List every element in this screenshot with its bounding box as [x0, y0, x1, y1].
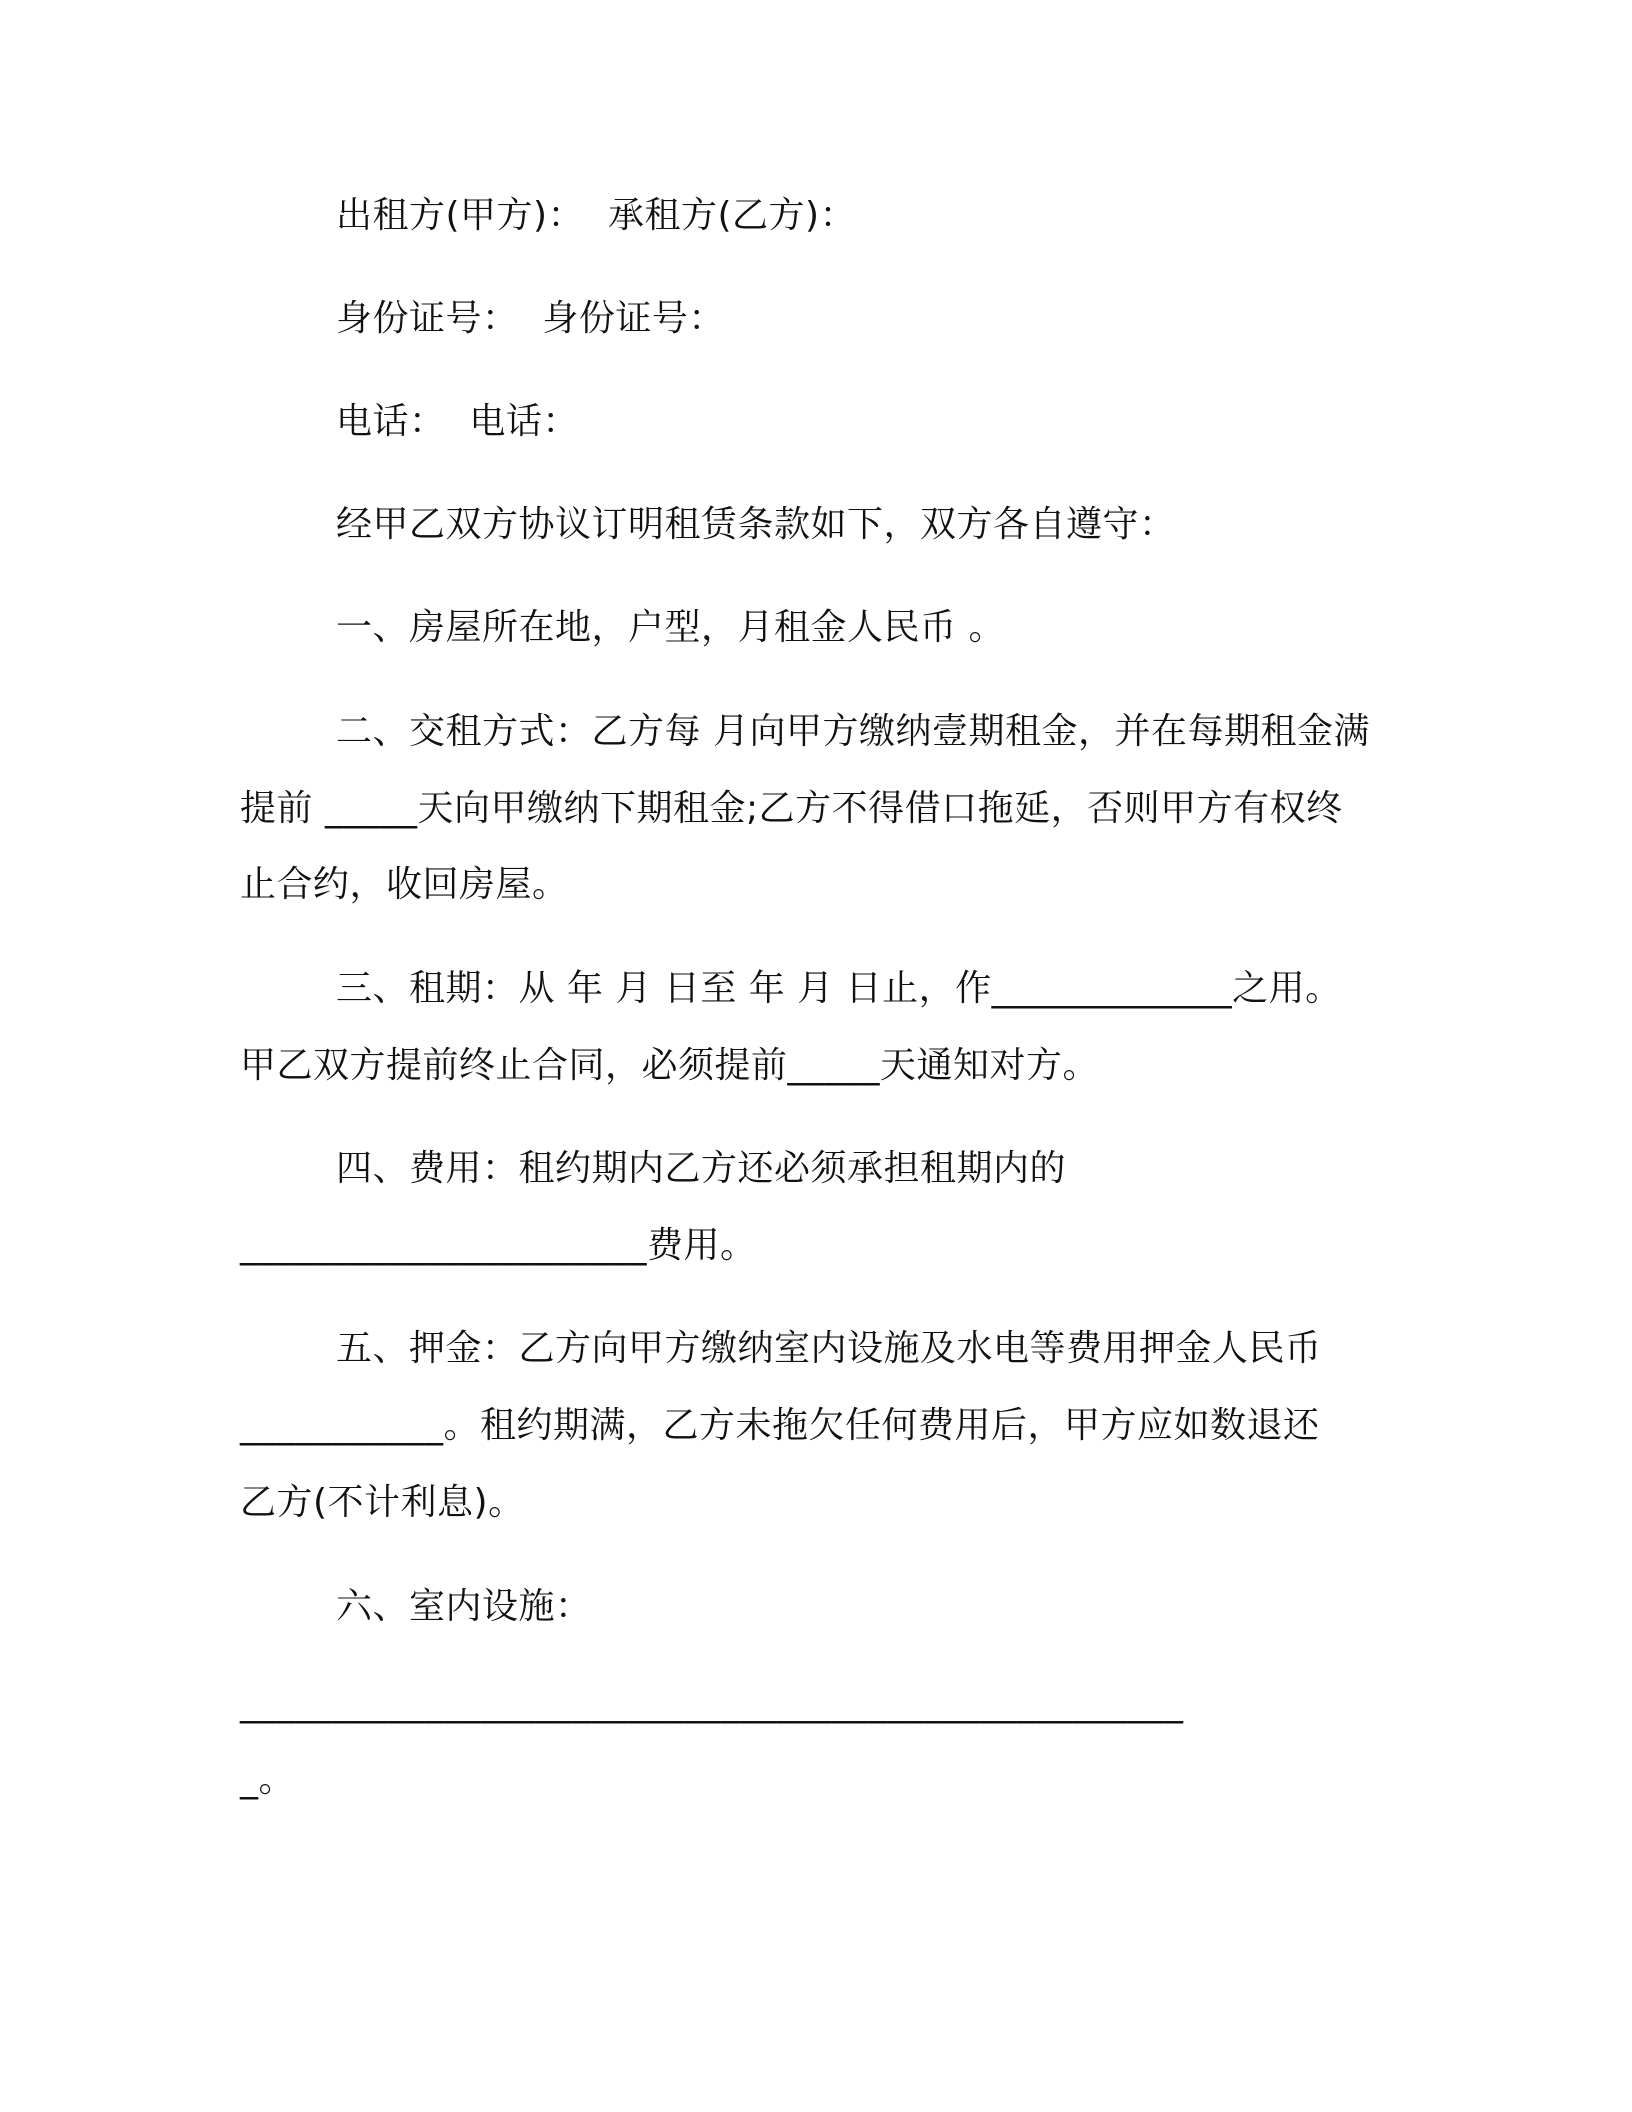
- clause-6-line-2: ___________________________________________________: [240, 1683, 1184, 1724]
- clause-5-line-2: ___________。租约期满，乙方未拖欠任何费用后，甲方应如数退还: [240, 1405, 1320, 1446]
- clause-4-line-2: ______________________费用。: [240, 1225, 757, 1266]
- clause-2-line-2: 提前 _____天向甲缴纳下期租金;乙方不得借口拖延，否则甲方有权终: [240, 788, 1343, 829]
- preamble-paragraph: 经甲乙双方协议订明租赁条款如下，双方各自遵守：: [336, 504, 1176, 545]
- id-number-line: 身份证号： 身份证号：: [336, 298, 725, 339]
- clause-1: 一、房屋所在地，户型，月租金人民币 。: [336, 607, 1005, 648]
- parties-line: 出租方(甲方)： 承租方(乙方)：: [336, 195, 857, 236]
- clause-5-line-1: 五、押金：乙方向甲方缴纳室内设施及水电等费用押金人民币: [336, 1328, 1322, 1369]
- clause-3-line-1: 三、租期：从 年 月 日至 年 月 日止，作_____________之用。: [336, 968, 1342, 1009]
- clause-2-line-1: 二、交租方式：乙方每 月向甲方缴纳壹期租金，并在每期租金满: [336, 711, 1370, 752]
- clause-3-line-2: 甲乙双方提前终止合同，必须提前_____天通知对方。: [240, 1045, 1100, 1086]
- clause-2-line-3: 止合约，收回房屋。: [240, 864, 569, 905]
- clause-6-line-1: 六、室内设施：: [336, 1586, 592, 1627]
- clause-4-line-1: 四、费用：租约期内乙方还必须承担租期内的: [336, 1148, 1067, 1189]
- clause-6-line-3: _。: [240, 1759, 296, 1800]
- phone-line: 电话： 电话：: [336, 401, 579, 442]
- clause-5-line-3: 乙方(不计利息)。: [240, 1482, 525, 1523]
